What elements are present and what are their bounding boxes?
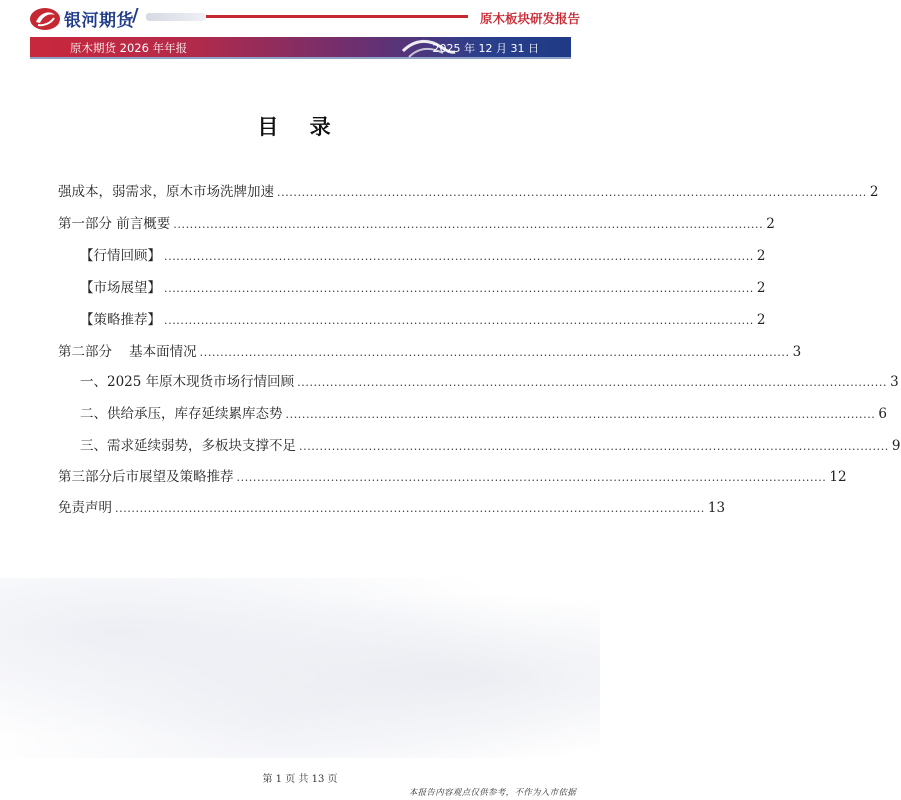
toc-entry-label: 【行情回顾】 — [80, 248, 161, 264]
toc-entry-label: 【策略推荐】 — [80, 312, 161, 328]
toc-entry-label: 第一部分 前言概要 — [58, 216, 171, 232]
toc-entry[interactable] — [0, 212, 775, 232]
toc-entry-label: 第三部分后市展望及策略推荐 — [58, 469, 234, 485]
brand-subtitle-blurred — [146, 13, 206, 21]
toc-entry[interactable] — [0, 276, 766, 296]
toc-entry-label: 强成本，弱需求，原木市场洗牌加速 — [58, 184, 274, 200]
toc-leader-dots: ................................................................................................................................................ — [277, 186, 867, 199]
toc-entry-label: 二、供给承压，库存延续累库态势 — [80, 406, 283, 422]
toc-entry-label: 三、需求延续弱势，多板块支撑不足 — [80, 438, 296, 454]
toc-entry-page: 3 — [890, 374, 899, 390]
toc-entry-page: 12 — [829, 469, 847, 485]
report-date: 2025 年 12 月 31 日 — [432, 42, 539, 55]
toc-entry[interactable] — [0, 402, 888, 422]
brand-name: 银河期货 — [64, 11, 134, 31]
toc-entry[interactable] — [0, 308, 766, 328]
toc-leader-dots: ................................................................................................................................................ — [115, 502, 705, 515]
galaxy-logo-icon — [28, 6, 62, 32]
toc-leader-dots: ................................................................................................................................................ — [297, 376, 888, 389]
brand-separator: / — [132, 5, 139, 26]
toc-entry-page: 9 — [891, 438, 901, 454]
toc-entry[interactable] — [0, 465, 847, 485]
toc-entry[interactable] — [0, 340, 802, 360]
header-band — [30, 37, 571, 59]
toc-leader-dots: ................................................................................................................................................ — [236, 471, 827, 484]
report-category-label: 原木板块研发报告 — [479, 11, 580, 26]
toc-leader-dots: ................................................................................................................................................ — [199, 346, 790, 359]
toc-entry-page: 3 — [792, 344, 802, 360]
footer-disclaimer: 本报告内容观点仅供参考，不作为入市依据 — [408, 788, 576, 798]
report-title: 原木期货 2026 年年报 — [70, 41, 188, 55]
footer-watermark-wash — [0, 578, 600, 758]
toc-entry-label: 免责声明 — [58, 500, 112, 516]
toc-entry-page: 2 — [756, 312, 766, 328]
toc-entry[interactable] — [0, 370, 899, 390]
toc-leader-dots: ................................................................................................................................................ — [164, 314, 754, 327]
toc-entry-page: 13 — [707, 500, 726, 516]
toc-entry-page: 2 — [756, 248, 766, 264]
toc-entry-page: 2 — [756, 280, 766, 296]
toc-entry-page: 2 — [766, 216, 775, 232]
toc-leader-dots: ................................................................................................................................................ — [299, 440, 889, 453]
toc-leader-dots: ................................................................................................................................................ — [285, 408, 876, 421]
toc-entry-page: 6 — [878, 406, 888, 422]
toc-entry-page: 2 — [869, 184, 879, 200]
toc-entry[interactable] — [0, 496, 726, 516]
toc-entry-label: 【市场展望】 — [80, 280, 161, 296]
header-red-line — [206, 15, 468, 18]
toc-entry[interactable] — [0, 244, 766, 264]
toc-entry[interactable] — [0, 180, 879, 200]
toc-leader-dots: ................................................................................................................................................ — [173, 218, 764, 231]
toc-title: 目 录 — [257, 115, 343, 139]
toc-leader-dots: ................................................................................................................................................ — [164, 250, 754, 263]
page-number: 第 1 页 共 13 页 — [262, 774, 338, 785]
toc-leader-dots: ................................................................................................................................................ — [164, 282, 754, 295]
toc-entry-label: 第二部分 基本面情况 — [58, 344, 197, 360]
toc-entry[interactable] — [0, 434, 901, 454]
toc-entry-label: 一、2025 年原木现货市场行情回顾 — [80, 374, 295, 390]
